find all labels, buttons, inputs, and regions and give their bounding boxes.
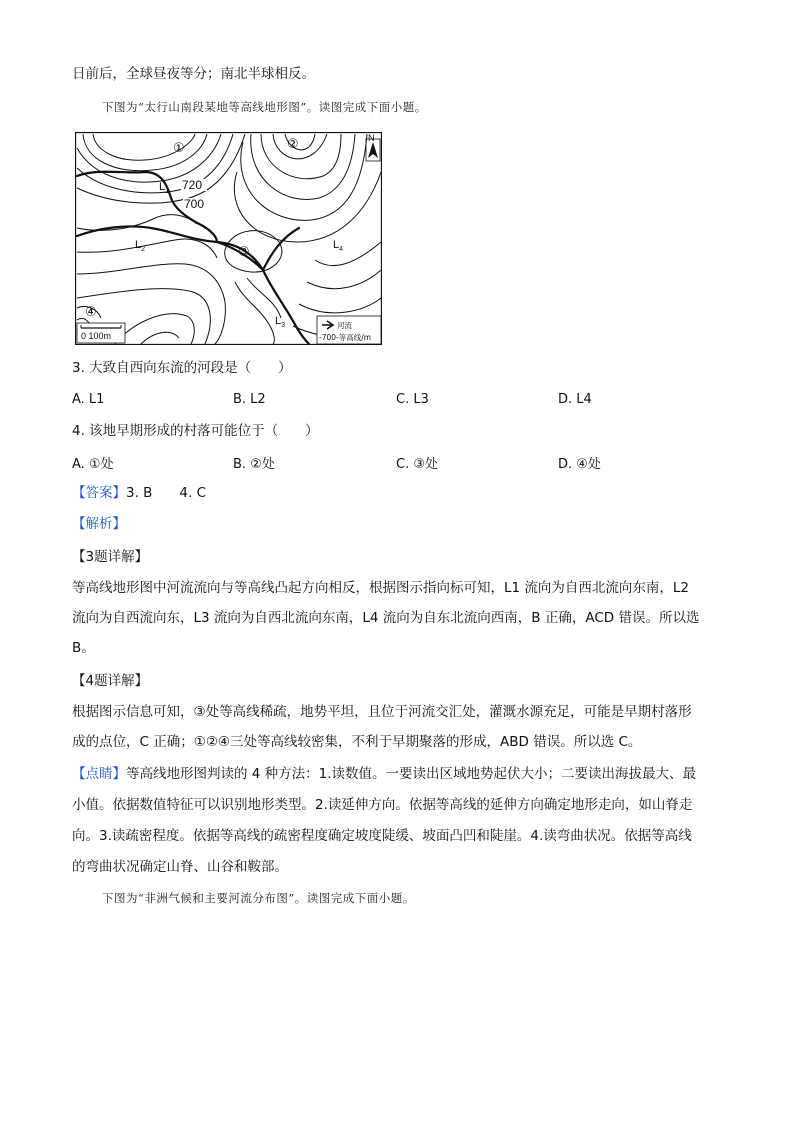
svg-text:L3: $L_3$ <box>275 315 286 329</box>
q4-detail-tag: 【4题详解】 <box>72 673 149 689</box>
legend-river-label: 河流 <box>337 321 352 330</box>
river-label-l3: L <box>275 315 282 327</box>
q3-option-b: B. L2 <box>233 392 266 407</box>
figure-caption-2: 下图为“非洲气候和主要河流分布图”。读图完成下面小题。 <box>102 891 415 905</box>
q3-detail-tag: 【3题详解】 <box>72 549 149 565</box>
answer-line <box>72 483 206 503</box>
marker-3: ③ <box>238 245 250 260</box>
contour-map <box>75 132 382 345</box>
scale-label: 0 100m <box>81 331 112 341</box>
q4-option-a: A. ①处 <box>72 457 114 472</box>
q4-stem: 4. 该地早期形成的村落可能位于（ ） <box>72 423 319 439</box>
svg-text:L1: $L_1$ <box>159 181 170 195</box>
river-label-l2: L <box>135 239 142 251</box>
q4-option-d: D. ④处 <box>558 457 601 472</box>
q4-detail-line-2: 成的点位，C 正确；①②④三处等高线较密集，不利于早期聚落的形成，ABD 错误。所以选 C。 <box>72 734 642 750</box>
svg-text:L2: $L_2$ <box>135 239 146 253</box>
river-label-l1: L <box>159 181 166 193</box>
answer-tag: 【答案】 <box>72 485 126 501</box>
tip-tag: 【点睛】 <box>72 766 126 782</box>
q3-stem: 3. 大致自西向东流的河段是（ ） <box>72 360 292 376</box>
answer-text: 3. B 4. C <box>126 485 207 501</box>
q3-option-c: C. L3 <box>396 392 429 407</box>
river-label-l4: L <box>333 239 340 251</box>
tip-line-3: 向。3.读疏密程度。依据等高线的疏密程度确定坡度陡缓、坡面凸凹和陡崖。4.读弯曲状况。依据等高线 <box>72 828 692 844</box>
q4-option-c: C. ③处 <box>396 457 438 472</box>
figure-caption-1: 下图为“太行山南段某地等高线地形图”。读图完成下面小题。 <box>102 100 427 114</box>
marker-2: ② <box>287 137 299 152</box>
contour-label-700: 700 <box>184 197 205 211</box>
tip-line-2: 小值。依据数值特征可以识别地形类型。2.读延伸方向。依据等高线的延伸方向确定地形走向，如山脊走 <box>72 797 693 813</box>
q3-option-d: D. L4 <box>558 392 592 407</box>
q4-detail-line-1: 根据图示信息可知，③处等高线稀疏，地势平坦，且位于河流交汇处，灌溉水源充足，可能是早期村落形 <box>72 704 692 720</box>
marker-4: ④ <box>85 305 97 320</box>
north-label: N <box>368 133 375 143</box>
q4-option-b: B. ②处 <box>233 457 275 472</box>
svg-text:L4: $L_4$ <box>333 239 344 253</box>
marker-1: ① <box>173 141 185 156</box>
q3-detail-line-3: B。 <box>72 640 95 656</box>
analysis-tag: 【解析】 <box>72 516 126 532</box>
tip-line-1: 【点睛】等高线地形图判读的 4 种方法：1.读数值。一要读出区域地势起伏大小；二要读出海拔最大、最 <box>72 766 697 782</box>
legend-contour-label: -700-等高线/m <box>319 333 372 342</box>
intro-line: 日前后，全球昼夜等分；南北半球相反。 <box>72 66 315 82</box>
q3-detail-line-1: 等高线地形图中河流流向与等高线凸起方向相反，根据图示指向标可知，L1 流向为自西北流向东南，L2 <box>72 580 690 596</box>
tip-line-4: 的弯曲状况确定山脊、山谷和鞍部。 <box>72 859 288 875</box>
q3-detail-line-2: 流向为自西流向东，L3 流向为自西北流向东南，L4 流向为自东北流向西南，B 正确，ACD 错误。所以选 <box>72 610 700 626</box>
contour-label-720: 720 <box>182 178 203 192</box>
q3-option-a: A. L1 <box>72 392 105 407</box>
